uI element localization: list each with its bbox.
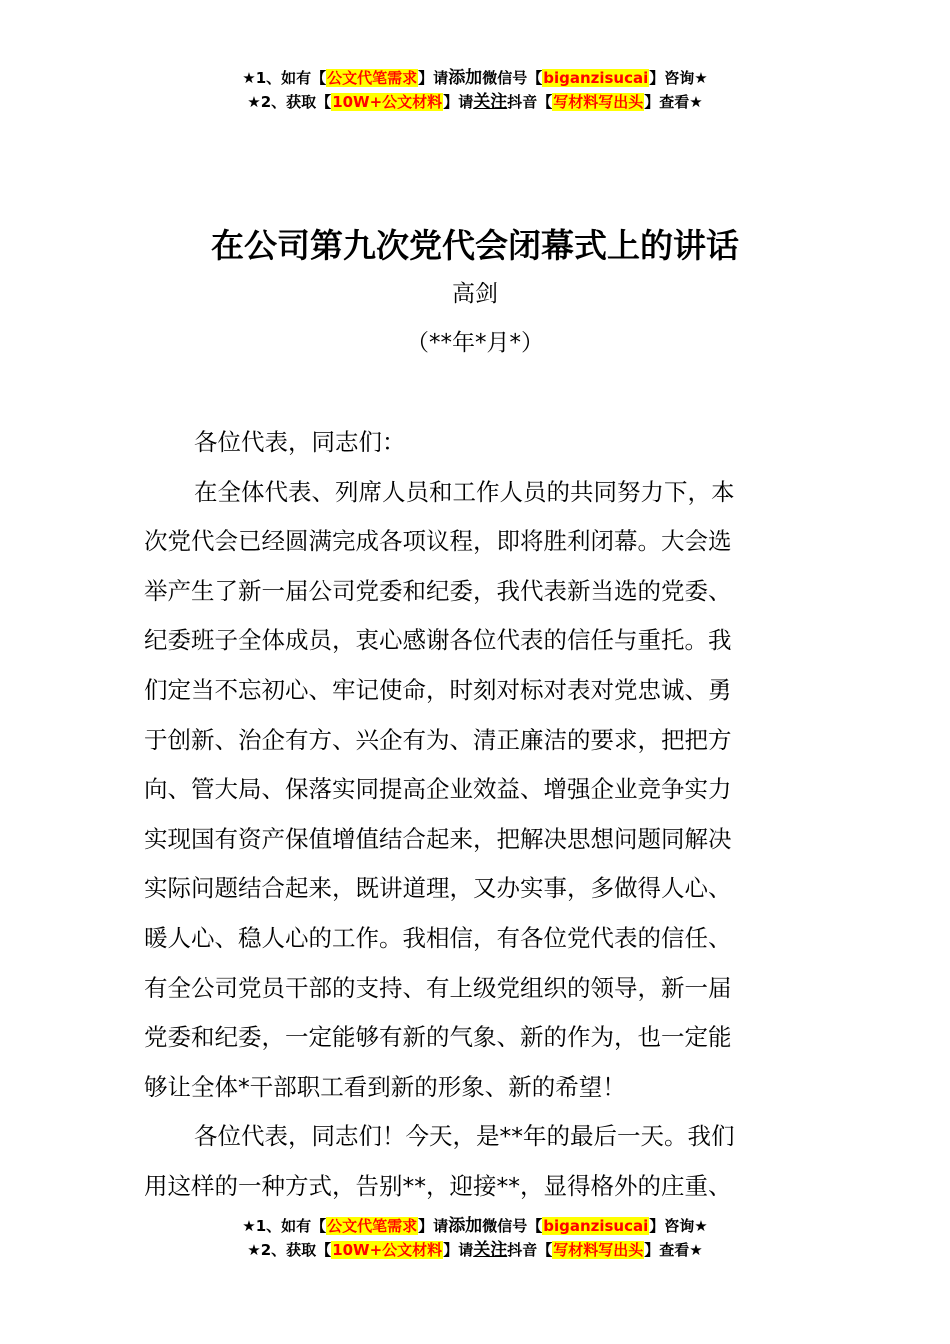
- banner-text: 微信号【: [482, 1217, 543, 1235]
- banner-text: 】咨询★: [649, 69, 708, 87]
- paragraph-line: 实际问题结合起来，既讲道理，又办实事，多做得人心、: [144, 874, 732, 903]
- banner-line-1: [0, 66, 950, 90]
- paragraph-line: 向、管大局、保落实同提高企业效益、增强企业竞争实力: [144, 775, 732, 804]
- banner-text: 】咨询★: [649, 1217, 708, 1235]
- document-body: [144, 418, 808, 1212]
- document-author: 高剑: [452, 281, 498, 307]
- paragraph-line: 次党代会已经圆满完成各项议程，即将胜利闭幕。大会选: [144, 527, 732, 556]
- banner-highlight: biganzisucai: [543, 1217, 649, 1235]
- header-banner: [0, 66, 950, 114]
- banner-text: 】请: [443, 1241, 474, 1259]
- banner-text: 】查看★: [644, 1241, 703, 1259]
- banner-emphasis: 添加: [448, 1216, 483, 1236]
- banner-emphasis: 关注: [473, 1240, 508, 1260]
- banner-emphasis: 关注: [473, 92, 508, 112]
- document-title: 在公司第九次党代会闭幕式上的讲话: [211, 226, 739, 265]
- banner-text: 】查看★: [644, 93, 703, 111]
- banner-text: ★1、如有【: [242, 1217, 327, 1235]
- banner-highlight: 公文代笔需求: [327, 69, 418, 87]
- paragraph-line: 有全公司党员干部的支持、有上级党组织的领导，新一届: [144, 973, 732, 1002]
- paragraph-line: 实现国有资产保值增值结合起来，把解决思想问题同解决: [144, 824, 732, 853]
- banner-highlight: 公文代笔需求: [327, 1217, 418, 1235]
- paragraph-line: 党委和纪委，一定能够有新的气象、新的作为，也一定能: [144, 1023, 732, 1052]
- document-date: （**年*月*）: [406, 330, 544, 356]
- paragraph-line: 们定当不忘初心、牢记使命，时刻对标对表对党忠诚、勇: [144, 675, 732, 704]
- paragraph-line: 各位代表，同志们！今天，是**年的最后一天。我们: [194, 1122, 735, 1151]
- banner-emphasis: 添加: [448, 68, 483, 88]
- banner-text: ★1、如有【: [242, 69, 327, 87]
- paragraph-line: 够让全体*干部职工看到新的形象、新的希望！: [144, 1072, 626, 1101]
- banner-line-1: [0, 1214, 950, 1238]
- banner-text: 抖音【: [507, 93, 553, 111]
- paragraph-line: 纪委班子全体成员，衷心感谢各位代表的信任与重托。我: [144, 626, 732, 655]
- banner-text: 】请: [443, 93, 474, 111]
- banner-line-2: [0, 90, 950, 114]
- banner-text: 微信号【: [482, 69, 543, 87]
- banner-text: 抖音【: [507, 1241, 553, 1259]
- banner-text: ★2、获取【: [247, 93, 332, 111]
- paragraph-line: 于创新、治企有方、兴企有为、清正廉洁的要求，把把方: [144, 725, 732, 754]
- salutation: 各位代表，同志们：: [194, 428, 406, 456]
- banner-highlight: 写材料写出头: [553, 93, 644, 111]
- footer-banner: [0, 1214, 950, 1262]
- paragraph-line: 举产生了新一届公司党委和纪委，我代表新当选的党委、: [144, 576, 732, 605]
- paragraph-line: 用这样的一种方式，告别**，迎接**，显得格外的庄重、: [144, 1171, 732, 1200]
- banner-text: 】请: [418, 1217, 449, 1235]
- paragraph-line: 在全体代表、列席人员和工作人员的共同努力下，本: [194, 477, 735, 506]
- banner-highlight: 10W+公文材料: [332, 93, 443, 111]
- banner-highlight: biganzisucai: [543, 69, 649, 87]
- paragraph-line: 暖人心、稳人心的工作。我相信，有各位党代表的信任、: [144, 923, 732, 952]
- banner-line-2: [0, 1238, 950, 1262]
- banner-text: ★2、获取【: [247, 1241, 332, 1259]
- banner-text: 】请: [418, 69, 449, 87]
- banner-highlight: 写材料写出头: [553, 1241, 644, 1259]
- banner-highlight: 10W+公文材料: [332, 1241, 443, 1259]
